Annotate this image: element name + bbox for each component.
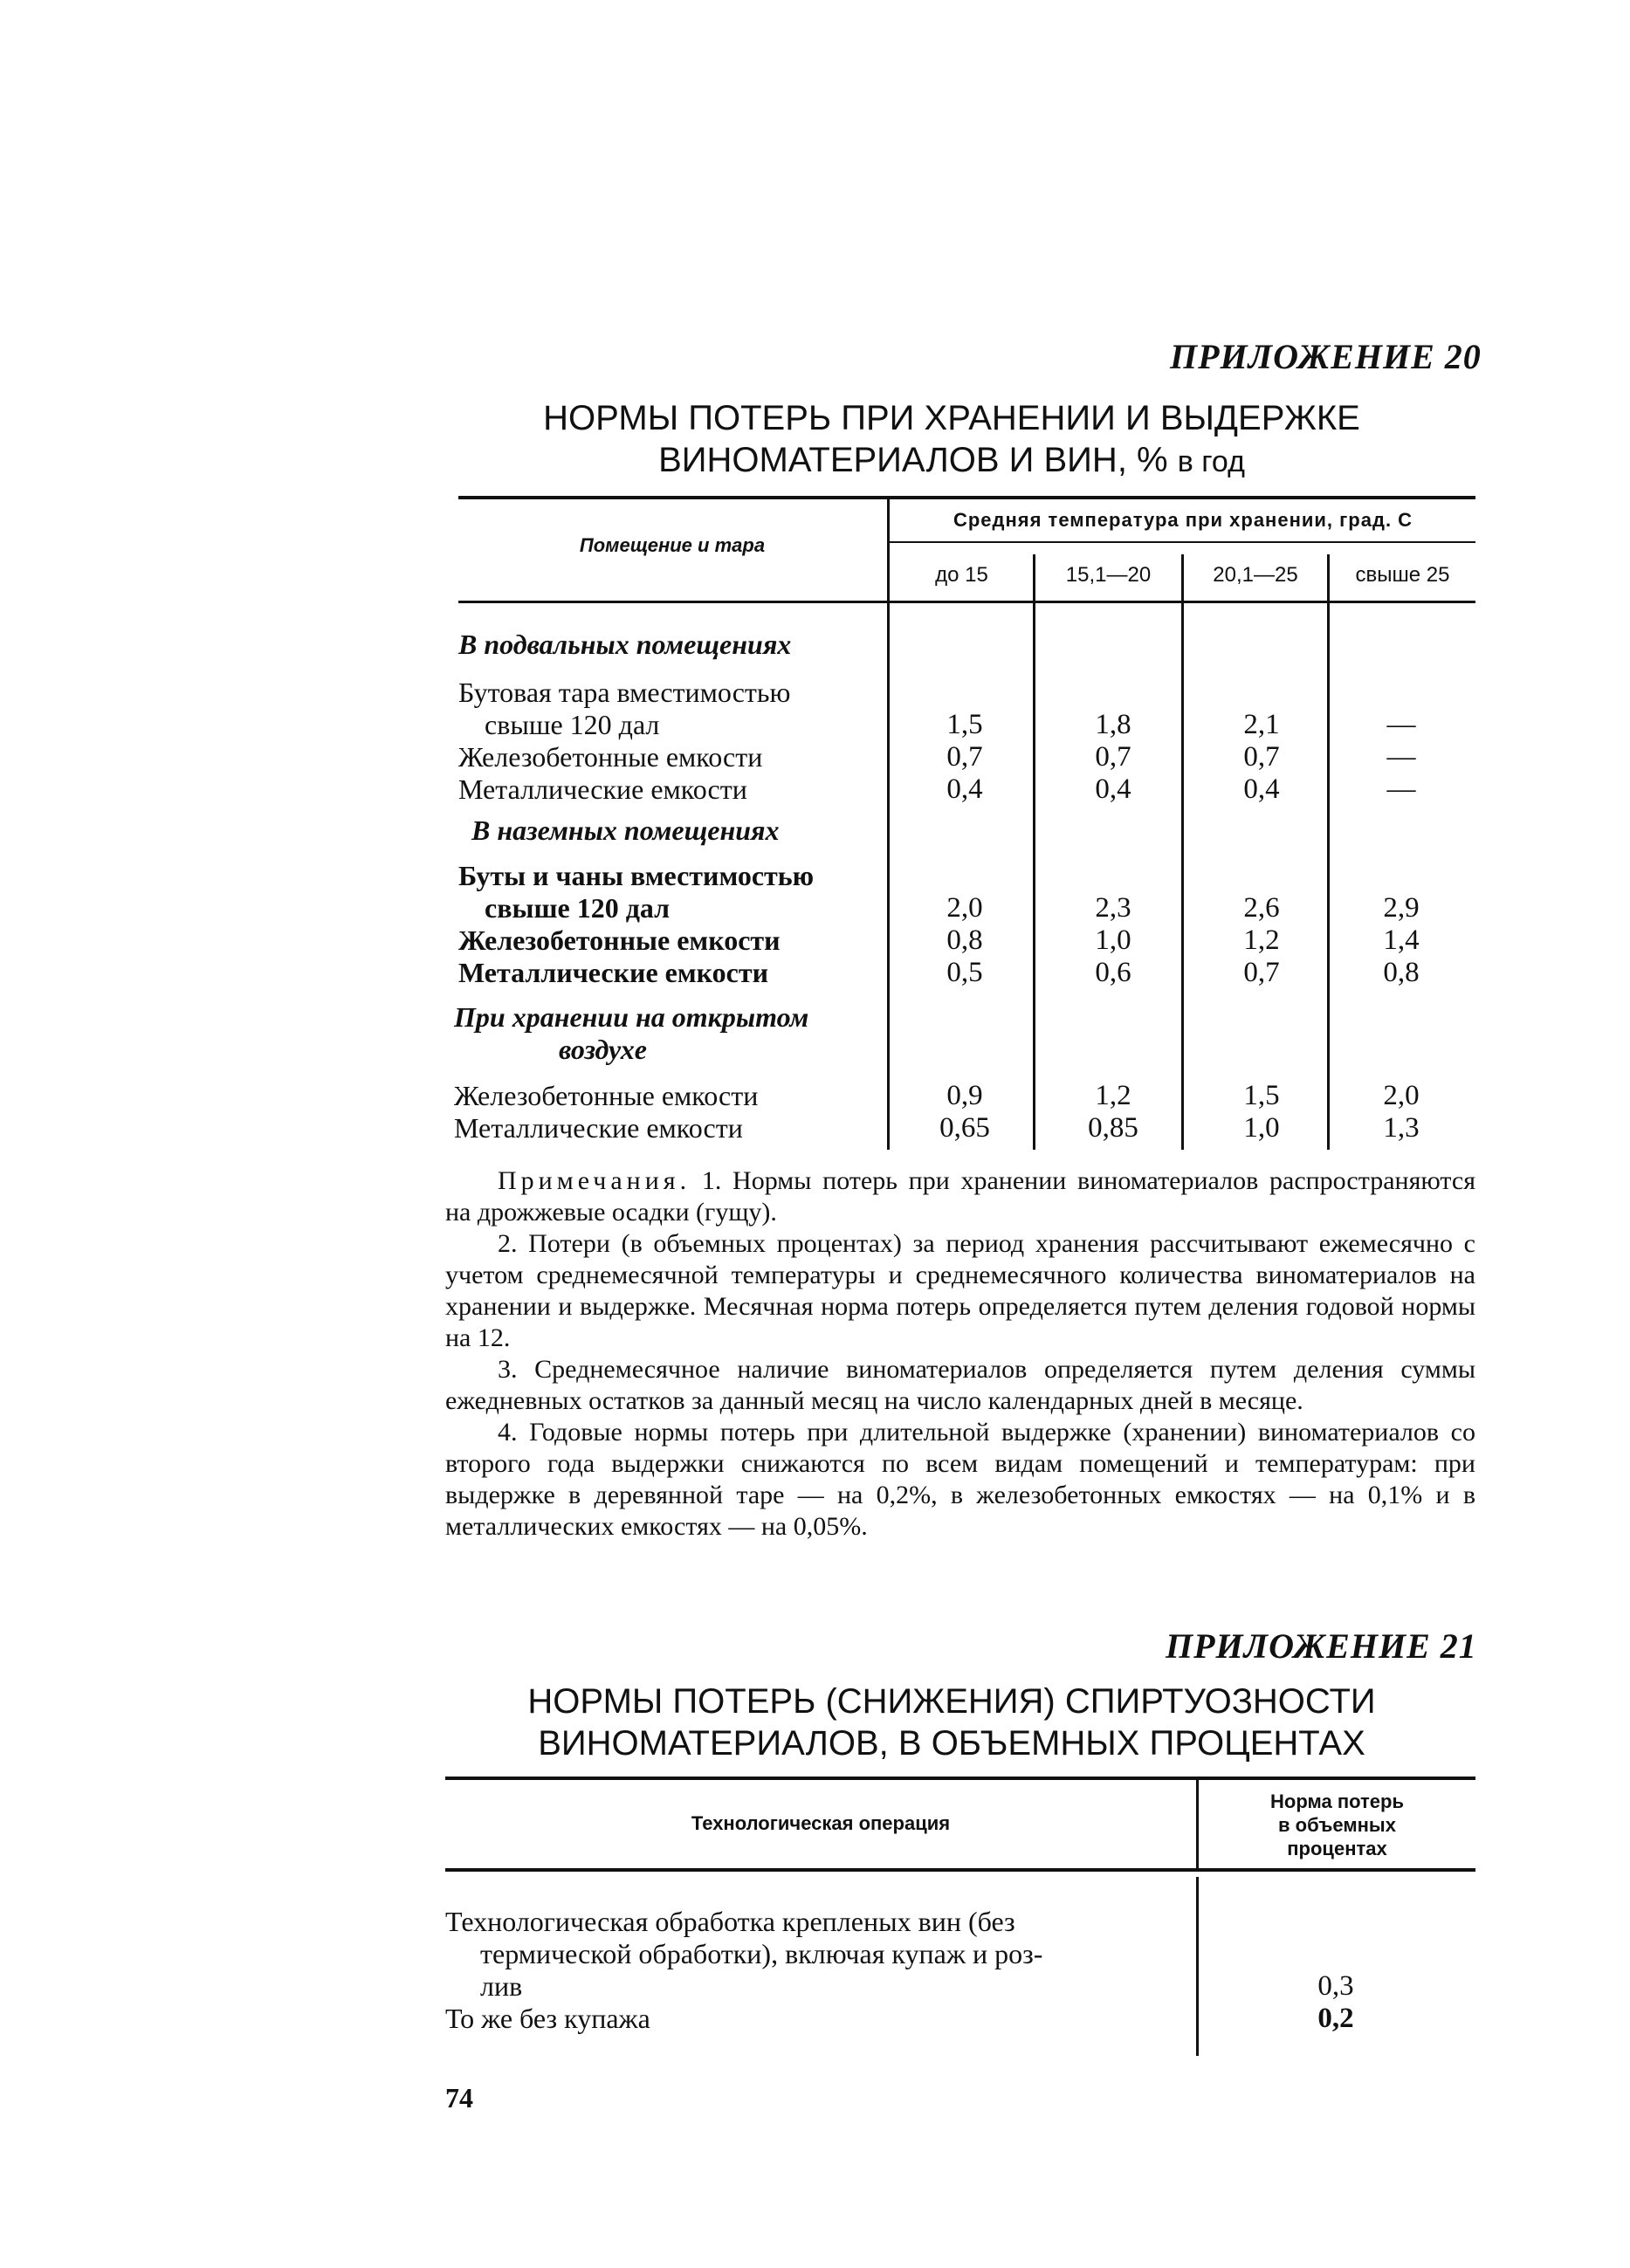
table21-col1-header-line3: процентах	[1287, 1838, 1387, 1859]
table20-cell: 0,7	[1243, 741, 1280, 773]
table21-vline-body	[1196, 1877, 1199, 2056]
table20-cell: 1,5	[1243, 1080, 1280, 1111]
table20-cell: 2,1	[1243, 709, 1280, 740]
table20-col-header-1: до 15	[935, 563, 988, 587]
table20-vline-2	[1033, 554, 1035, 1150]
appendix-20-title	[471, 397, 1432, 483]
table20-cell: 0,65	[939, 1112, 990, 1144]
table21-cell: 0,2	[1317, 2003, 1354, 2034]
table20-row-label-cont: свыше 120 дал	[485, 892, 671, 924]
table20-cell: —	[1386, 773, 1416, 805]
notes-heading: Примечания.	[498, 1166, 691, 1195]
table20-cell: 2,0	[946, 892, 983, 924]
appendix-20-title-line2-wrap	[471, 439, 1432, 483]
table20-header-rule	[458, 601, 1475, 603]
table20-cell: 1,5	[946, 709, 983, 740]
page-number: 74	[445, 2082, 473, 2113]
table21-col1-header-line1: Норма потерь	[1270, 1790, 1404, 1812]
table20-cell: 2,6	[1243, 892, 1280, 924]
appendix-20-title-line1: НОРМЫ ПОТЕРЬ ПРИ ХРАНЕНИИ И ВЫДЕРЖКЕ	[543, 399, 1360, 437]
table20-section-title: В подвальных помещениях	[458, 629, 792, 660]
appendix-20-title-suffix: в год	[1177, 445, 1245, 478]
table20-col-header-4: свыше 25	[1355, 563, 1450, 587]
table20-row-label: Металлические емкости	[454, 1112, 743, 1144]
table20-group-rule	[889, 541, 1475, 543]
table20-cell: 0,4	[946, 773, 983, 805]
table20-cell: 0,8	[1383, 957, 1420, 988]
table20-cell: 2,9	[1383, 892, 1420, 924]
table20-cell: 1,0	[1095, 924, 1131, 956]
appendix-21-title-line2: ВИНОМАТЕРИАЛОВ, В ОБЪЕМНЫХ ПРОЦЕНТАХ	[538, 1724, 1365, 1763]
table20-cell: 1,2	[1095, 1080, 1131, 1111]
table21-cell: 0,3	[1317, 1970, 1354, 2002]
table20-cell: 0,7	[946, 741, 983, 773]
table20-row-label: Буты и чаны вместимостью	[458, 860, 815, 891]
appendix-20-label: ПРИЛОЖЕНИЕ 20	[1170, 337, 1482, 376]
table21-row-label: То же без купажа	[445, 2003, 650, 2034]
table20-cell: 1,4	[1383, 924, 1420, 956]
table21-col1-header-line2: в объемных	[1278, 1814, 1396, 1836]
table20-col-header-2: 15,1—20	[1065, 563, 1152, 587]
table20-cell: 2,0	[1383, 1080, 1420, 1111]
table20-row-label: Металлические емкости	[458, 773, 747, 805]
table21-col1-header	[1199, 1790, 1475, 1860]
note-3: 3. Среднемесячное наличие виноматериалов определяется путем деления суммы ежедневных остатков за данный месяц на число календарных дней в месяце.	[445, 1355, 1475, 1415]
table20-cell: 0,7	[1095, 741, 1131, 773]
table20-cell: 0,4	[1095, 773, 1131, 805]
table20-col0-header: Помещение и тара	[579, 534, 766, 556]
table21-col0-header: Технологическая операция	[691, 1812, 951, 1834]
note-4: 4. Годовые нормы потерь при длительной выдержке (хранении) виноматериалов со второго года выдержки снижаются по всем видам помещений и температурам: при выдержке в деревянной таре — на 0,2%, в железобетонных емкостях — на 0,1% и в металлических емкостях — на 0,05%.	[445, 1418, 1475, 1541]
note-1: 1. Нормы потерь при хранении виноматериалов распространяются на дрожжевые осадки (гущу).	[445, 1166, 1476, 1227]
table20-cell: 0,85	[1088, 1112, 1138, 1144]
table20-section-title-cont: воздухе	[559, 1034, 647, 1065]
table20-row-label: Металлические емкости	[458, 957, 769, 988]
table20-cell: 0,7	[1243, 957, 1280, 988]
table20-cell: —	[1386, 709, 1416, 740]
table20-cell: 2,3	[1095, 892, 1131, 924]
table20-cell: 0,5	[946, 957, 983, 988]
table20-cell: 1,2	[1243, 924, 1280, 956]
table20-section-title: В наземных помещениях	[471, 814, 780, 846]
table21-row-label-cont: термической обработки), включая купаж и роз-	[480, 1938, 1043, 1969]
table20-cell: 0,9	[946, 1080, 983, 1111]
table20-cell: 0,6	[1095, 957, 1131, 988]
table21-row-label-cont: лив	[480, 1970, 523, 2002]
table20-vline-4	[1327, 554, 1330, 1150]
appendix-20-title-line2: ВИНОМАТЕРИАЛОВ И ВИН, %	[658, 441, 1168, 479]
table21-top-rule	[445, 1777, 1475, 1780]
table20-row-label: Железобетонные емкости	[454, 1080, 759, 1111]
appendix-21-title	[471, 1680, 1432, 1764]
table20-cell: 1,8	[1095, 709, 1131, 740]
appendix-21-label: ПРИЛОЖЕНИЕ 21	[1166, 1626, 1477, 1666]
appendix-20-notes	[445, 1165, 1475, 1543]
table20-vline-3	[1181, 554, 1184, 1150]
table20-vline-1	[887, 499, 890, 1150]
table20-section-title: При хранении на открытом	[454, 1001, 809, 1033]
table20-cell: 1,0	[1243, 1112, 1280, 1144]
table20-col-header-3: 20,1—25	[1213, 563, 1298, 587]
table20-group-header: Средняя температура при хранении, град. С	[953, 509, 1413, 531]
table20-row-label: Железобетонные емкости	[458, 741, 763, 773]
appendix-21-title-line1: НОРМЫ ПОТЕРЬ (СНИЖЕНИЯ) СПИРТУОЗНОСТИ	[527, 1682, 1376, 1721]
table21-row-label: Технологическая обработка крепленых вин (без	[445, 1906, 1015, 1937]
table20-cell: 0,8	[946, 924, 983, 956]
table20-row-label: Железобетонные емкости	[458, 924, 781, 956]
table20-cell: 1,3	[1383, 1112, 1420, 1144]
table20-row-label-cont: свыше 120 дал	[485, 709, 660, 740]
table20-cell: 0,4	[1243, 773, 1280, 805]
note-2: 2. Потери (в объемных процентах) за период хранения рассчитывают ежемесячно с учетом среднемесячной температуры и среднемесячного количества виноматериалов на хранении и выдержке. Месячная норма потерь определяется путем деления годовой нормы на 12.	[445, 1229, 1475, 1352]
table20-cell: —	[1386, 741, 1416, 773]
table20-top-rule	[458, 496, 1475, 499]
table21-header-rule	[445, 1868, 1475, 1872]
table20-row-label: Бутовая тара вместимостью	[458, 677, 791, 708]
